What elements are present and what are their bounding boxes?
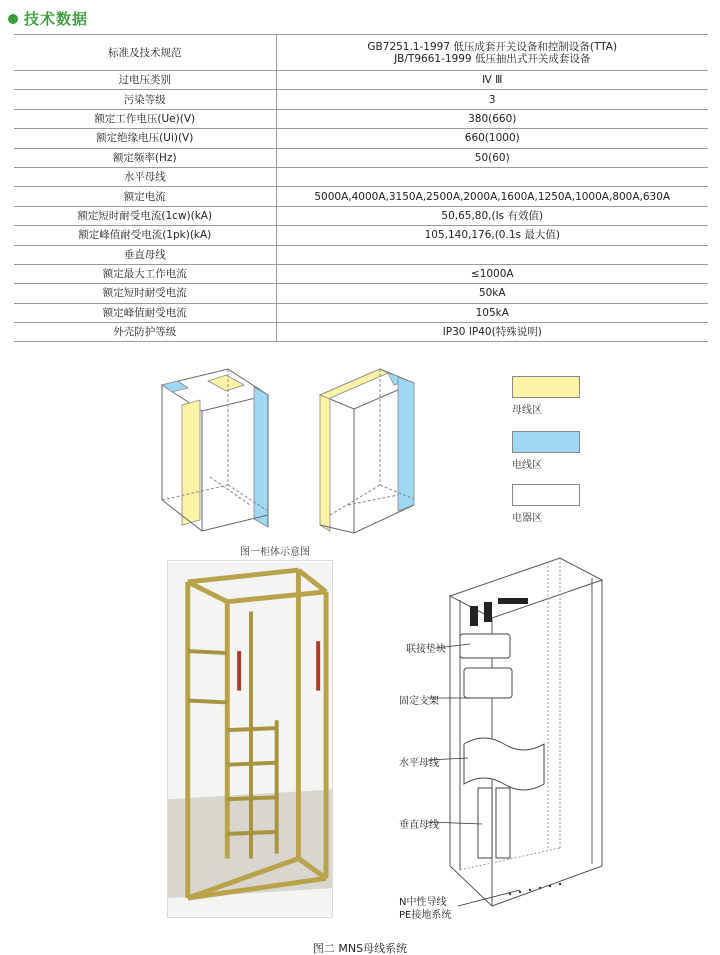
legend-busbar-zone: [512, 376, 580, 416]
spec-label: 额定绝缘电压(Ui)(V): [14, 129, 276, 148]
spec-value-line: Ⅳ Ⅲ: [482, 74, 503, 87]
spec-label: 垂直母线: [14, 245, 276, 264]
spec-value-line: ≤1000A: [470, 268, 514, 281]
spec-value-line: 105kA: [475, 306, 509, 319]
spec-value-line: GB7251.1-1997 低压成套开关设备和控制设备(TTA): [367, 40, 618, 53]
label-vertical-busbar: 垂直母线: [399, 820, 439, 831]
spec-row: [14, 167, 708, 186]
spec-row: [14, 206, 708, 225]
spec-label: 额定短时耐受电流(1cw)(kA): [14, 206, 276, 225]
busbar-system-diagram: [360, 548, 610, 918]
spec-label: 额定工作电压(Ue)(V): [14, 109, 276, 128]
spec-label: 额定峰值耐受电流(1pk)(kA): [14, 226, 276, 245]
figure1-caption: 图一柜体示意图: [240, 547, 310, 558]
legend-device-zone: [512, 484, 580, 524]
cabinet-diagram-1: [150, 365, 280, 537]
spec-value: [276, 284, 708, 303]
spec-row: [14, 187, 708, 206]
spec-value: [276, 303, 708, 322]
spec-value: [276, 226, 708, 245]
section-header: [8, 8, 88, 29]
spec-label: 额定电流: [14, 187, 276, 206]
spec-value-line: 5000A,4000A,3150A,2500A,2000A,1600A,1250A,1000A,800A,630A: [314, 190, 671, 203]
spec-row: [14, 245, 708, 264]
cabinet-frame-photo: [167, 560, 333, 918]
spec-value: [276, 167, 708, 186]
label-pe-line: PE接地系统: [399, 910, 452, 921]
spec-row: [14, 303, 708, 322]
spec-value-line: IP30 IP40(特殊说明): [442, 326, 542, 339]
spec-value-line: 380(660): [468, 112, 517, 125]
spec-value: [276, 35, 708, 71]
spec-row: [14, 148, 708, 167]
spec-row: [14, 71, 708, 90]
spec-label: 水平母线: [14, 167, 276, 186]
spec-value-line: JB/T9661-1999 低压抽出式开关成套设备: [394, 52, 591, 65]
spec-label: 污染等级: [14, 90, 276, 109]
spec-value-line: 660(1000): [464, 132, 520, 145]
spec-label: 额定频率(Hz): [14, 148, 276, 167]
label-connector-block: 联接垫块: [406, 644, 446, 655]
spec-value: [276, 264, 708, 283]
spec-table: [14, 34, 708, 342]
spec-value: [276, 109, 708, 128]
spec-label: 额定短时耐受电流: [14, 284, 276, 303]
spec-value: [276, 187, 708, 206]
spec-row: [14, 109, 708, 128]
spec-value: [276, 206, 708, 225]
legend-label-device: 电器区: [512, 513, 542, 524]
spec-value: [276, 129, 708, 148]
spec-row: [14, 284, 708, 303]
spec-value: [276, 148, 708, 167]
spec-row: [14, 226, 708, 245]
legend-label-cable: 电线区: [512, 460, 542, 471]
label-horizontal-busbar: 水平母线: [399, 758, 439, 769]
spec-value: [276, 90, 708, 109]
spec-label: 额定最大工作电流: [14, 264, 276, 283]
legend-swatch-busbar: [512, 376, 580, 398]
legend-cable-zone: [512, 431, 580, 471]
spec-row: [14, 264, 708, 283]
spec-label: 外壳防护等级: [14, 323, 276, 342]
figure2-caption: 图二 MNS母线系统: [312, 942, 408, 955]
spec-value-line: 50,65,80,(Is 有效值): [441, 209, 544, 222]
spec-value: [276, 323, 708, 342]
spec-value-line: 3: [488, 93, 496, 106]
spec-value-line: 50kA: [478, 287, 506, 300]
spec-row: [14, 323, 708, 342]
spec-value-line: 105,140,176,(0.1s 最大值): [424, 229, 560, 242]
legend-swatch-device: [512, 484, 580, 506]
spec-value: [276, 245, 708, 264]
spec-label: 额定峰值耐受电流: [14, 303, 276, 322]
spec-value: [276, 71, 708, 90]
spec-value-line: 50(60): [474, 151, 510, 164]
label-neutral-line: N中性导线: [399, 897, 447, 908]
bullet-dot-icon: [8, 14, 18, 24]
label-fixed-bracket: 固定支架: [399, 696, 439, 707]
section-title: 技术数据: [24, 10, 89, 28]
cabinet-diagram-2: [318, 365, 418, 537]
spec-label: 过电压类别: [14, 71, 276, 90]
legend-swatch-cable: [512, 431, 580, 453]
spec-row: [14, 90, 708, 109]
legend-label-busbar: 母线区: [512, 405, 542, 416]
spec-label: 标准及技术规范: [14, 35, 276, 71]
spec-row: [14, 35, 708, 71]
spec-row: [14, 129, 708, 148]
